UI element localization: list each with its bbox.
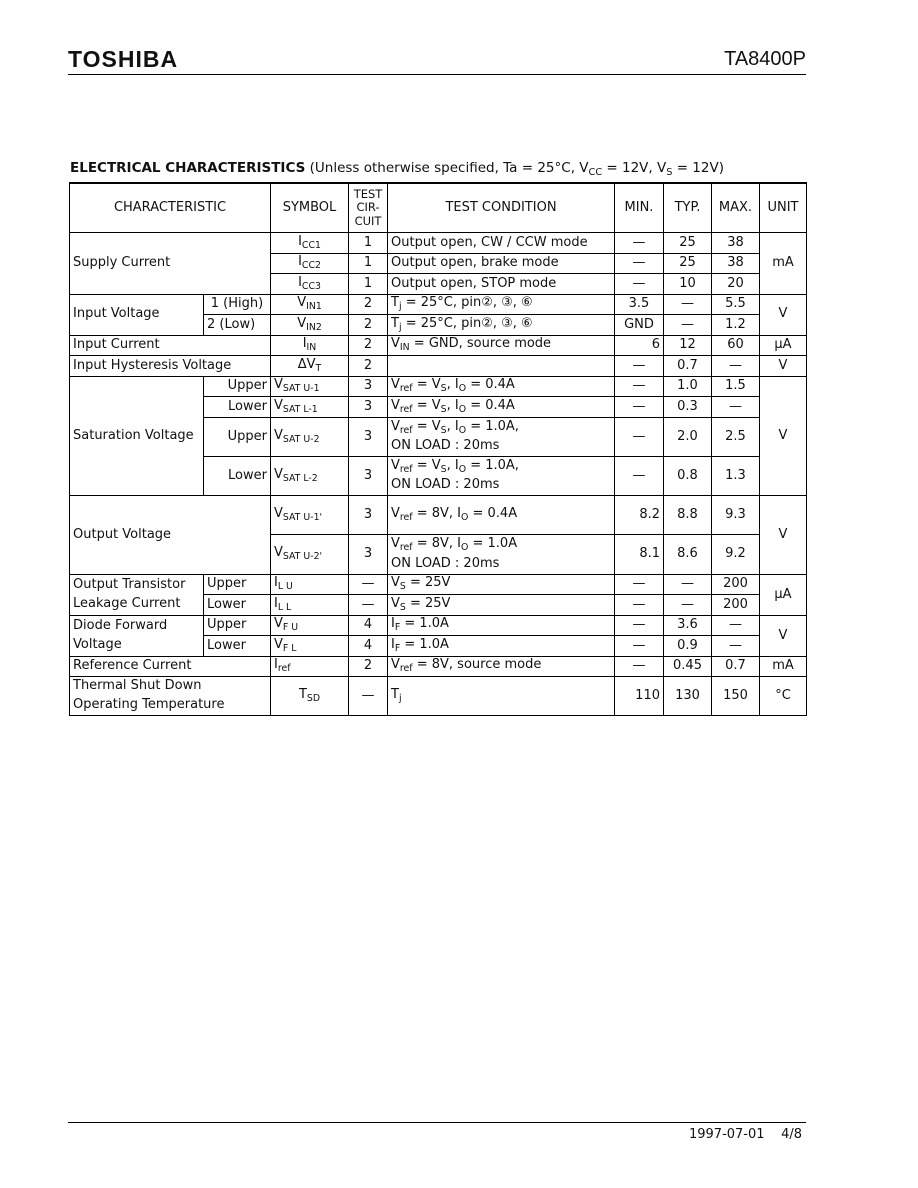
typ-cell: 25: [664, 233, 712, 254]
symbol-cell: [271, 253, 349, 274]
symbol-text: V: [297, 295, 307, 311]
symbol-text: I: [298, 254, 302, 270]
row-label-line: Operating Temperature: [73, 697, 225, 713]
symbol-cell: [271, 636, 349, 657]
unit-cell: μA: [760, 335, 807, 356]
unit-cell: V: [760, 615, 807, 656]
circuit-cell: 3: [349, 417, 388, 456]
section-title-text: (Unless otherwise specified, Ta = 25°C, V: [305, 160, 589, 176]
row-sublabel: Upper: [204, 417, 271, 456]
condition-text: = 0.4A: [466, 397, 515, 413]
header-symbol: SYMBOL: [271, 183, 349, 233]
condition-sub: ref: [399, 663, 413, 675]
condition-cell: [388, 315, 615, 336]
circuit-cell: 3: [349, 496, 388, 535]
row-label-line: Voltage: [73, 636, 122, 652]
min-cell: —: [615, 574, 664, 595]
symbol-text: ΔV: [297, 356, 316, 372]
row-label-input-hysteresis-voltage: Input Hysteresis Voltage: [70, 356, 271, 377]
symbol-text: V: [274, 636, 283, 652]
section-title-sub: CC: [588, 167, 603, 178]
condition-sub: O: [458, 403, 467, 415]
max-cell: 1.5: [712, 376, 760, 397]
min-cell: 110: [615, 677, 664, 716]
symbol-cell: [271, 417, 349, 456]
symbol-sub: F U: [282, 622, 299, 634]
row-label-reference-current: Reference Current: [70, 656, 271, 677]
header-unit: UNIT: [760, 183, 807, 233]
condition-text: V: [391, 377, 400, 393]
condition-text: T: [391, 687, 399, 703]
row-label-supply-current: Supply Current: [70, 233, 271, 295]
brand-logo: TOSHIBA: [68, 46, 179, 72]
footer-divider: [68, 1122, 806, 1123]
condition-text: V: [391, 575, 400, 591]
min-cell: —: [615, 274, 664, 295]
condition-text: = V: [412, 418, 441, 434]
condition-cell: [388, 356, 615, 377]
min-cell: —: [615, 376, 664, 397]
row-label-saturation-voltage: Saturation Voltage: [70, 376, 204, 496]
table-row: [70, 294, 807, 315]
condition-line2: ON LOAD : 20ms: [391, 555, 500, 571]
condition-cell: Output open, brake mode: [388, 253, 615, 274]
table-header-row: [70, 183, 807, 233]
condition-cell: [388, 397, 615, 418]
condition-text: = 1.0A: [468, 536, 518, 552]
typ-cell: 0.3: [664, 397, 712, 418]
symbol-cell: [271, 315, 349, 336]
row-label-diode-forward-voltage: [70, 615, 204, 656]
symbol-text: V: [274, 427, 283, 443]
symbol-sub: F L: [282, 642, 297, 654]
condition-text: , I: [446, 418, 459, 434]
condition-text: = 25°C, pin②, ③, ⑥: [401, 315, 533, 331]
condition-cell: [388, 376, 615, 397]
condition-text: = 8V, I: [412, 536, 462, 552]
typ-cell: 8.6: [664, 535, 712, 574]
symbol-cell: [271, 233, 349, 254]
symbol-sub: SAT U-2': [282, 551, 323, 563]
symbol-text: I: [302, 336, 307, 352]
min-cell: —: [615, 356, 664, 377]
max-cell: 38: [712, 253, 760, 274]
max-cell: 38: [712, 233, 760, 254]
symbol-text: I: [274, 595, 278, 611]
condition-sub: O: [458, 463, 467, 475]
symbol-text: V: [274, 377, 283, 393]
typ-cell: 25: [664, 253, 712, 274]
condition-cell: [388, 636, 615, 657]
condition-text: I: [391, 616, 395, 632]
header-max: MAX.: [712, 183, 760, 233]
condition-text: V: [391, 418, 400, 434]
condition-text: T: [391, 295, 399, 311]
row-label-input-voltage: Input Voltage: [70, 294, 204, 335]
condition-text: I: [391, 636, 395, 652]
circuit-cell: —: [349, 595, 388, 616]
symbol-sub: IN1: [306, 301, 322, 313]
symbol-text: I: [274, 657, 278, 673]
row-label-line: Thermal Shut Down: [73, 678, 202, 694]
table-row: [70, 356, 807, 377]
header-divider: [68, 74, 806, 75]
condition-sub: O: [461, 542, 469, 554]
symbol-sub: L L: [277, 601, 292, 613]
max-cell: —: [712, 356, 760, 377]
max-cell: 5.5: [712, 294, 760, 315]
symbol-text: T: [298, 687, 307, 703]
typ-cell: 1.0: [664, 376, 712, 397]
part-number: TA8400P: [724, 48, 806, 70]
condition-cell: [388, 656, 615, 677]
symbol-sub: CC2: [301, 260, 321, 272]
symbol-cell: [271, 656, 349, 677]
condition-text: , I: [446, 397, 459, 413]
max-cell: —: [712, 615, 760, 636]
condition-sub: S: [399, 601, 406, 613]
max-cell: 60: [712, 335, 760, 356]
condition-text: V: [391, 397, 400, 413]
symbol-sub: T: [315, 362, 322, 374]
symbol-cell: [271, 595, 349, 616]
typ-cell: 2.0: [664, 417, 712, 456]
condition-text: = 8V, I: [412, 506, 462, 522]
symbol-cell: [271, 376, 349, 397]
max-cell: 200: [712, 595, 760, 616]
circuit-cell: 2: [349, 294, 388, 315]
footer-date: 1997-07-01: [688, 1127, 765, 1142]
condition-sub: F: [394, 642, 401, 654]
symbol-text: I: [298, 233, 302, 249]
min-cell: —: [615, 417, 664, 456]
section-title: [70, 160, 724, 178]
typ-cell: 0.8: [664, 456, 712, 495]
condition-cell: [388, 294, 615, 315]
condition-cell: Output open, CW / CCW mode: [388, 233, 615, 254]
circuit-cell: 4: [349, 636, 388, 657]
table-row: [70, 376, 807, 397]
condition-cell: Output open, STOP mode: [388, 274, 615, 295]
condition-text: = 1.0A,: [466, 418, 519, 434]
circuit-cell: —: [349, 574, 388, 595]
condition-text: V: [391, 657, 400, 673]
condition-text: = V: [412, 397, 441, 413]
row-label-thermal-shut-down: [70, 677, 271, 716]
row-sublabel: 1 (High): [204, 294, 271, 315]
condition-text: V: [391, 457, 400, 473]
condition-sub: j: [398, 321, 402, 333]
typ-cell: —: [664, 595, 712, 616]
circuit-cell: 3: [349, 456, 388, 495]
max-cell: —: [712, 397, 760, 418]
section-title-bold: ELECTRICAL CHARACTERISTICS: [70, 160, 306, 176]
symbol-sub: CC3: [301, 280, 321, 292]
condition-sub: ref: [399, 403, 413, 415]
circuit-cell: 1: [349, 233, 388, 254]
condition-cell: [388, 417, 615, 456]
header-test-circuit: [349, 183, 388, 233]
condition-sub: F: [394, 622, 401, 634]
min-cell: —: [615, 456, 664, 495]
header-characteristic: CHARACTERISTIC: [70, 183, 271, 233]
condition-text: = 1.0A: [400, 616, 449, 632]
symbol-cell: [271, 535, 349, 574]
row-sublabel: Upper: [204, 376, 271, 397]
unit-cell: mA: [760, 233, 807, 295]
min-cell: 8.2: [615, 496, 664, 535]
condition-sub: ref: [399, 424, 413, 436]
footer-page-number: 4/8: [781, 1127, 802, 1142]
condition-text: T: [391, 315, 399, 331]
circuit-cell: —: [349, 677, 388, 716]
header-test-circuit-line: TEST: [353, 187, 383, 202]
condition-sub: S: [440, 383, 447, 395]
typ-cell: 0.9: [664, 636, 712, 657]
condition-text: = 1.0A,: [466, 457, 519, 473]
circuit-cell: 3: [349, 397, 388, 418]
table-row: [70, 677, 807, 716]
symbol-sub: SAT U-1': [282, 512, 323, 524]
condition-sub: ref: [399, 542, 413, 554]
symbol-text: V: [274, 545, 283, 561]
condition-text: V: [391, 506, 400, 522]
max-cell: 20: [712, 274, 760, 295]
condition-text: = 0.4A: [468, 506, 518, 522]
circuit-cell: 2: [349, 356, 388, 377]
condition-sub: ref: [399, 383, 413, 395]
condition-cell: [388, 456, 615, 495]
condition-text: V: [391, 536, 400, 552]
typ-cell: 8.8: [664, 496, 712, 535]
row-label-line: Diode Forward: [73, 617, 168, 633]
min-cell: —: [615, 253, 664, 274]
symbol-text: V: [274, 506, 283, 522]
symbol-cell: [271, 496, 349, 535]
typ-cell: 0.7: [664, 356, 712, 377]
symbol-sub: SAT L-2: [282, 472, 318, 484]
condition-text: , I: [446, 377, 459, 393]
symbol-text: V: [297, 315, 307, 331]
table-row: [70, 656, 807, 677]
min-cell: —: [615, 615, 664, 636]
table-row: [70, 496, 807, 535]
typ-cell: 130: [664, 677, 712, 716]
symbol-cell: [271, 677, 349, 716]
condition-text: = GND, source mode: [409, 336, 552, 352]
row-sublabel: Lower: [204, 397, 271, 418]
header-typ: TYP.: [664, 183, 712, 233]
max-cell: 2.5: [712, 417, 760, 456]
row-sublabel: Lower: [204, 456, 271, 495]
row-sublabel: 2 (Low): [204, 315, 271, 336]
symbol-sub: IN: [306, 342, 317, 354]
condition-sub: O: [458, 424, 467, 436]
symbol-cell: [271, 335, 349, 356]
condition-cell: [388, 335, 615, 356]
row-label-line: Leakage Current: [73, 595, 181, 611]
typ-cell: 10: [664, 274, 712, 295]
min-cell: —: [615, 656, 664, 677]
typ-cell: —: [664, 315, 712, 336]
condition-text: = 8V, source mode: [412, 657, 542, 673]
row-label-line: Output Transistor: [73, 576, 186, 592]
symbol-sub: L U: [277, 581, 293, 593]
page-footer: [689, 1127, 802, 1142]
header-test-condition: TEST CONDITION: [388, 183, 615, 233]
condition-text: V: [391, 336, 400, 352]
table-row: [70, 233, 807, 254]
condition-text: = 25V: [405, 575, 451, 591]
unit-cell: μA: [760, 574, 807, 615]
max-cell: —: [712, 636, 760, 657]
circuit-cell: 2: [349, 335, 388, 356]
typ-cell: 3.6: [664, 615, 712, 636]
symbol-sub: CC1: [301, 239, 321, 251]
symbol-sub: SAT U-1: [282, 383, 320, 395]
min-cell: —: [615, 397, 664, 418]
condition-text: = V: [412, 377, 441, 393]
symbol-text: V: [274, 616, 283, 632]
unit-cell: V: [760, 496, 807, 574]
circuit-cell: 1: [349, 253, 388, 274]
symbol-text: V: [274, 466, 283, 482]
circuit-cell: 2: [349, 656, 388, 677]
symbol-text: I: [298, 274, 302, 290]
symbol-cell: [271, 615, 349, 636]
condition-sub: S: [440, 403, 447, 415]
section-title-sub: S: [666, 167, 673, 178]
condition-cell: [388, 535, 615, 574]
table-row: [70, 615, 807, 636]
row-label-input-current: Input Current: [70, 335, 271, 356]
condition-text: = 0.4A: [466, 377, 515, 393]
condition-cell: [388, 574, 615, 595]
condition-text: = V: [412, 457, 441, 473]
symbol-sub: IN2: [306, 321, 322, 333]
circuit-cell: 4: [349, 615, 388, 636]
symbol-cell: [271, 456, 349, 495]
condition-text: = 25V: [405, 595, 451, 611]
condition-sub: S: [440, 424, 447, 436]
unit-cell: °C: [760, 677, 807, 716]
unit-cell: V: [760, 356, 807, 377]
condition-sub: S: [440, 463, 447, 475]
electrical-characteristics-table: [69, 182, 807, 716]
condition-sub: ref: [399, 512, 413, 524]
condition-cell: [388, 595, 615, 616]
unit-cell: mA: [760, 656, 807, 677]
typ-cell: 12: [664, 335, 712, 356]
min-cell: 8.1: [615, 535, 664, 574]
section-title-text: = 12V, V: [602, 160, 667, 176]
circuit-cell: 3: [349, 535, 388, 574]
max-cell: 1.2: [712, 315, 760, 336]
circuit-cell: 2: [349, 315, 388, 336]
min-cell: 6: [615, 335, 664, 356]
row-sublabel: Upper: [204, 615, 271, 636]
max-cell: 9.3: [712, 496, 760, 535]
typ-cell: —: [664, 294, 712, 315]
table-row: [70, 335, 807, 356]
condition-text: = 1.0A: [400, 636, 449, 652]
max-cell: 150: [712, 677, 760, 716]
typ-cell: 0.45: [664, 656, 712, 677]
min-cell: —: [615, 636, 664, 657]
max-cell: 200: [712, 574, 760, 595]
min-cell: —: [615, 233, 664, 254]
condition-sub: j: [398, 693, 402, 705]
section-title-text: = 12V): [672, 160, 724, 176]
condition-cell: [388, 677, 615, 716]
unit-cell: V: [760, 294, 807, 335]
unit-cell: V: [760, 376, 807, 496]
symbol-sub: SAT L-1: [282, 403, 318, 415]
row-sublabel: Upper: [204, 574, 271, 595]
header-test-circuit-line: CUIT: [354, 213, 382, 228]
row-label-output-voltage: Output Voltage: [70, 496, 271, 574]
condition-sub: j: [398, 301, 402, 313]
symbol-cell: [271, 574, 349, 595]
min-cell: —: [615, 595, 664, 616]
symbol-sub: SAT U-2: [282, 433, 320, 445]
condition-text: = 25°C, pin②, ③, ⑥: [401, 295, 533, 311]
symbol-sub: SD: [306, 693, 321, 705]
condition-text: V: [391, 595, 400, 611]
symbol-cell: [271, 294, 349, 315]
symbol-cell: [271, 356, 349, 377]
row-sublabel: Lower: [204, 636, 271, 657]
max-cell: 0.7: [712, 656, 760, 677]
symbol-sub: ref: [277, 663, 291, 675]
condition-text: , I: [446, 457, 459, 473]
row-sublabel: Lower: [204, 595, 271, 616]
typ-cell: —: [664, 574, 712, 595]
header-min: MIN.: [615, 183, 664, 233]
table-row: [70, 574, 807, 595]
condition-cell: [388, 615, 615, 636]
max-cell: 9.2: [712, 535, 760, 574]
header-test-circuit-line: CIR-: [356, 200, 380, 215]
condition-line2: ON LOAD : 20ms: [391, 477, 500, 493]
condition-sub: O: [461, 512, 469, 524]
row-label-leakage-current: [70, 574, 204, 615]
min-cell: 3.5: [615, 294, 664, 315]
condition-sub: ref: [399, 463, 413, 475]
symbol-text: V: [274, 397, 283, 413]
max-cell: 1.3: [712, 456, 760, 495]
symbol-cell: [271, 274, 349, 295]
condition-cell: [388, 496, 615, 535]
circuit-cell: 1: [349, 274, 388, 295]
condition-sub: S: [399, 581, 406, 593]
min-cell: GND: [615, 315, 664, 336]
symbol-cell: [271, 397, 349, 418]
symbol-text: I: [274, 575, 278, 591]
circuit-cell: 3: [349, 376, 388, 397]
condition-line2: ON LOAD : 20ms: [391, 438, 500, 454]
condition-sub: IN: [399, 342, 410, 354]
condition-sub: O: [458, 383, 467, 395]
